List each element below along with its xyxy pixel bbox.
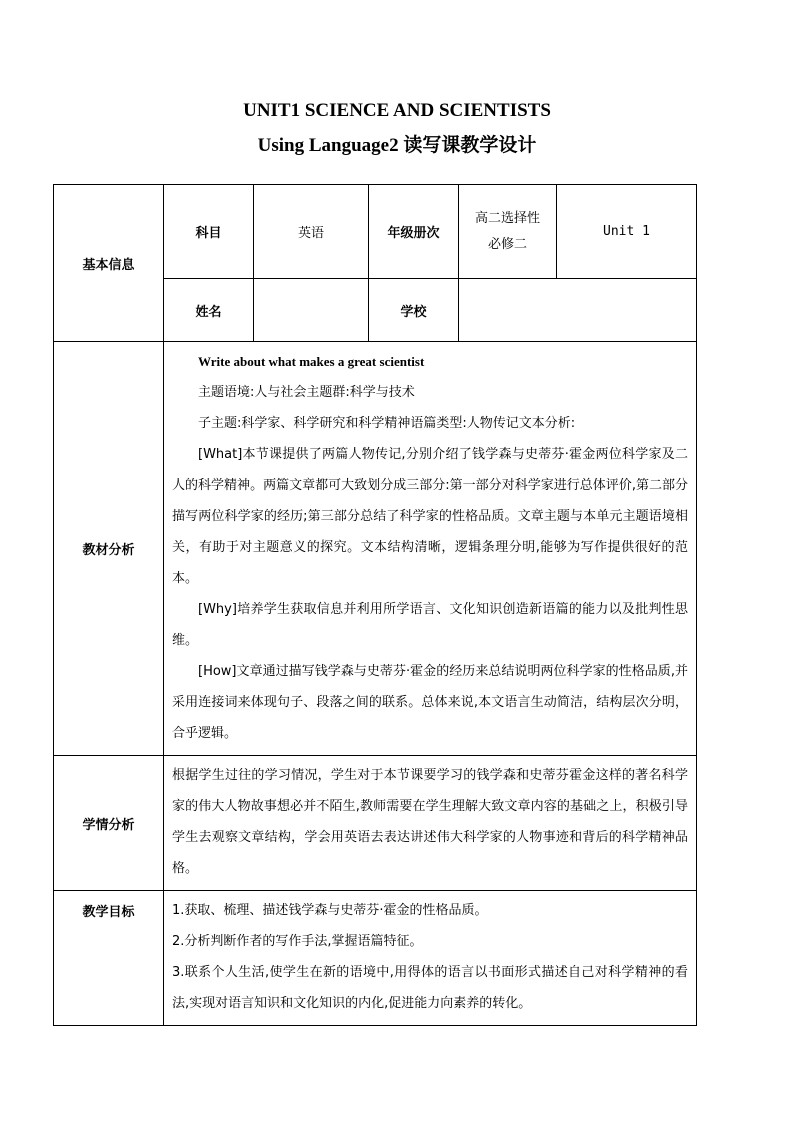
lesson-design-table <box>53 184 697 1026</box>
title-line-2: Using Language2 读写课教学设计 <box>257 135 537 156</box>
material-label: 教材分析 <box>54 342 164 756</box>
subject-label: 科目 <box>164 185 254 279</box>
goals-label: 教学目标 <box>54 891 164 1026</box>
goal-2: 2.分析判断作者的写作手法,掌握语篇特征。 <box>172 934 423 949</box>
learner-label: 学情分析 <box>54 756 164 891</box>
goal-3: 3.联系个人生活,使学生在新的语境中,用得体的语言以书面形式描述自己对科学精神的看法,实现对语言知识和文化知识的内化,促进能力向素养的转化。 <box>172 965 688 1011</box>
school-label: 学校 <box>369 279 459 342</box>
goals-row <box>54 891 697 1026</box>
grade-value: 高二选择性必修二 <box>459 185 557 279</box>
school-value[interactable] <box>459 279 697 342</box>
goal-1: 1.获取、梳理、描述钱学森与史蒂芬·霍金的性格品质。 <box>172 903 488 918</box>
material-heading: Write about what makes a great scientist <box>198 354 425 369</box>
goals-content <box>164 891 697 1026</box>
grade-label: 年级册次 <box>369 185 459 279</box>
material-theme: 主题语境:人与社会主题群:科学与技术 <box>198 385 415 400</box>
name-value[interactable] <box>254 279 369 342</box>
material-subtheme: 子主题:科学家、科学研究和科学精神语篇类型:人物传记文本分析: <box>198 416 576 431</box>
learner-content <box>164 756 697 891</box>
basic-info-row-1 <box>54 185 697 279</box>
basic-info-label: 基本信息 <box>54 185 164 342</box>
name-label: 姓名 <box>164 279 254 342</box>
unit-value: Unit 1 <box>557 185 697 279</box>
material-content <box>164 342 697 756</box>
subject-value: 英语 <box>254 185 369 279</box>
learner-text: 根据学生过往的学习情况，学生对于本节课要学习的钱学森和史蒂芬霍金这样的著名科学家的伟大人物故事想必并不陌生,教师需要在学生理解大致文章内容的基础之上，积极引导学生去观察文章结构，学会用英语去表达讲述伟大科学家的人物事迹和背后的科学精神品格。 <box>172 768 688 876</box>
material-why: [Why]培养学生获取信息并利用所学语言、文化知识创造新语篇的能力以及批判性思维。 <box>172 602 688 648</box>
learner-row <box>54 756 697 891</box>
material-row <box>54 342 697 756</box>
title-line-1: UNIT1 SCIENCE AND SCIENTISTS <box>243 100 551 121</box>
material-what: [What]本节课提供了两篇人物传记,分别介绍了钱学森与史蒂芬·霍金两位科学家及二人的科学精神。两篇文章都可大致划分成三部分:第一部分对科学家进行总体评价,第二部分描写两位科学家的经历;第三部分总结了科学家的性格品质。文章主题与本单元主题语境相关，有助于对主题意义的探究。文本结构清晰，逻辑条理分明,能够为写作提供很好的范本。 <box>172 447 688 586</box>
material-how: [How]文章通过描写钱学森与史蒂芬·霍金的经历来总结说明两位科学家的性格品质,并采用连接词来体现句子、段落之间的联系。总体来说,本文语言生动简洁，结构层次分明，合乎逻辑。 <box>172 664 688 741</box>
